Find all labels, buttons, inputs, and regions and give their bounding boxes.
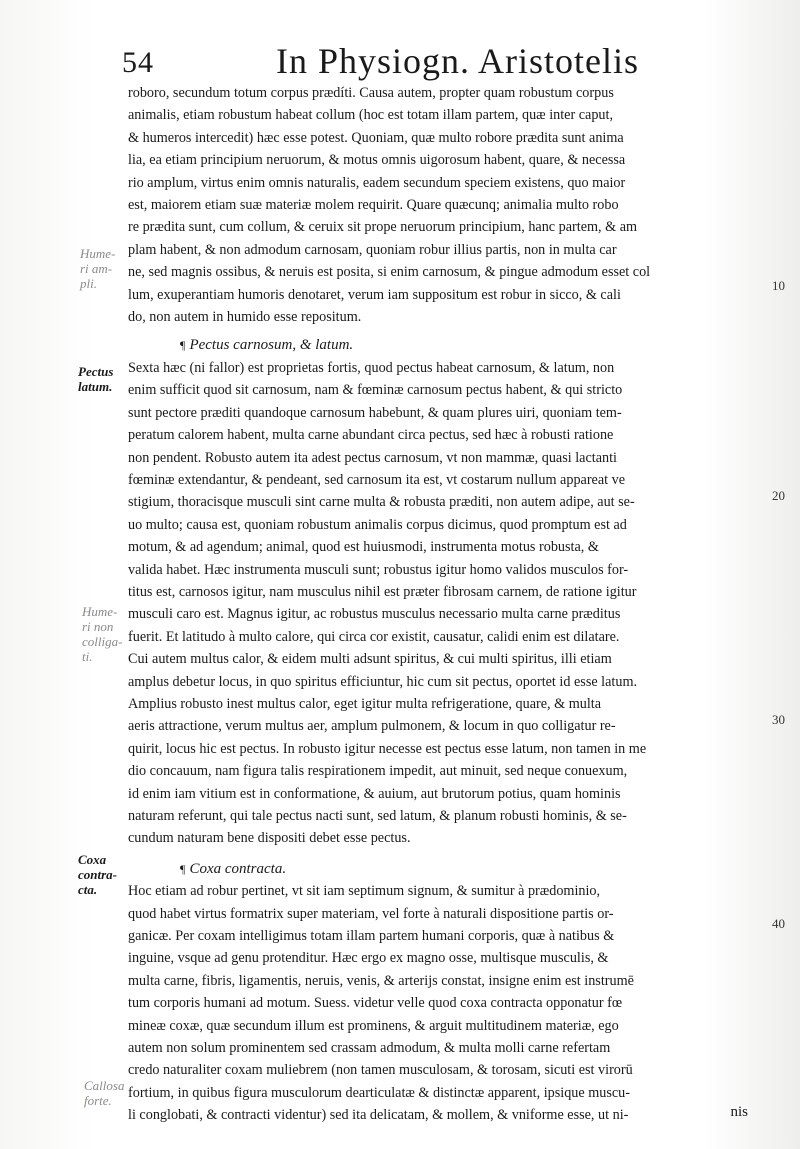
line-number-30: 30	[772, 712, 785, 727]
text-line: est, maiorem etiam suæ materiæ molem requirit. Quare quæcunq; animalia multo robo	[128, 197, 619, 214]
text-line: inguine, vsque ad genu protenditur. Hæc ergo ex magno osse, multisque musculis, &	[128, 950, 609, 967]
text-line: credo naturaliter coxam muliebrem (non tamen musculosam, & torosam, sicuti est virorū	[128, 1062, 633, 1079]
text-line: re prædita sunt, cum collum, & ceruix sit prope neruorum principium, hanc partem, & am	[128, 219, 638, 236]
text-line: non pendent. Robusto autem ita adest pectus carnosum, vt non mammæ, quasi lactanti	[128, 449, 617, 466]
line-number-40: 40	[772, 916, 785, 931]
text-line: dio concauum, nam figura talis respirationem impedit, aut minuit, sed neque conuexum,	[128, 763, 628, 780]
text-line: roboro, secundum totum corpus prædíti. Causa autem, propter quam robustum corpus	[128, 85, 614, 101]
text-line: aeris attractione, verum multus aer, amplum pulmonem, & locum in quo colligatur re-	[128, 718, 616, 735]
text-line: li conglobati, & contracti videntur) sed ita delicatam, & mollem, & vniforme esse, ut ni-	[128, 1107, 629, 1124]
text-line: sunt pectore præditi quandoque carnosum habebunt, & quam plures uiri, quoniam tem-	[128, 404, 622, 421]
text-line: animalis, etiam robustum habeat collum (hoc est totam illam partem, quæ inter caput,	[128, 107, 614, 124]
text-line: stigium, thoracisque musculi sint carne multa & robusta præditi, non autem adipe, aut se-	[128, 494, 635, 511]
margin-note-callosa: Callosa forte.	[84, 1078, 125, 1108]
text-line: Amplius robusto inest multus calor, eget igitur multa refrigeratione, quare, & multa	[128, 695, 602, 712]
text-line: amplus debetur locus, in quo spiritus efficiuntur, hic cum sit pectus, oportet id esse latum.	[128, 673, 638, 690]
text-line: motum, & ad agendum; animal, quod est huiusmodi, instrumenta motus robusta, &	[128, 539, 599, 556]
margin-note-coxa: Coxa contra- cta.	[78, 852, 117, 897]
text-line: plam habent, & non admodum carnosam, quoniam robur illius partis, non in multa car	[128, 241, 617, 258]
main-text-block	[128, 82, 764, 1127]
margin-note-humeri: Hume- ri am- pli.	[80, 246, 116, 291]
text-line: musculi caro est. Magnus igitur, ac robustus musculus necessario multa carne præditus	[128, 606, 621, 623]
text-line: Cui autem multus calor, & eidem multi adsunt spiritus, & cui multi spiritus, illi etiam	[128, 651, 612, 668]
text-line: uo multo; causa est, quoniam robustum animalis corpus dicimus, quod promptum est ad	[128, 516, 627, 533]
text-line: Hoc etiam ad robur pertinet, vt sit iam septimum signum, & sumitur à prædominio,	[128, 883, 601, 900]
section-heading-coxa	[128, 858, 764, 880]
catchword: nis	[730, 1104, 748, 1120]
line-number-10: 10	[772, 278, 785, 293]
text-line: ne, sed magnis ossibus, & neruis est posita, si enim carnosum, & pingue admodum esset col	[128, 264, 651, 281]
paragraph-mark: ¶	[180, 338, 186, 353]
text-line: enim sufficit quod sit carnosum, nam & fœminæ carnosum pectus habent, & qui stricto	[128, 382, 623, 399]
text-line: quirit, locus hic est pectus. In robusto igitur necesse est pectus esse latum, non tamen in me	[128, 740, 647, 757]
text-line: peratum calorem habent, multa carne abundant circa pectus, sed hæc à robusti ratione	[128, 427, 614, 444]
text-line: fœminæ extendantur, & pendeant, sed carnosum ita est, vt costarum nullum appareat ve	[128, 471, 626, 488]
text-line: titus est, carnosos igitur, nam musculus nihil est præter fibrosam carnem, de ratione igitur	[128, 583, 637, 600]
margin-note-humeri-colligati: Hume- ri non colliga- ti.	[82, 604, 123, 664]
text-line: valida habet. Hæc instrumenta musculi sunt; robustus igitur homo validos musculos for-	[128, 561, 629, 578]
text-line: do, non autem in humido esse repositum.	[128, 309, 362, 326]
text-line: fuerit. Et latitudo à multo calore, qui circa cor existit, causatur, calidi enim est dilatare.	[128, 628, 620, 645]
running-head: In Physiogn. Aristotelis	[276, 41, 640, 81]
text-line: ganicæ. Per coxam intelligimus totam illam partem humani corporis, quæ à natibus &	[128, 928, 615, 945]
section-heading-text: Pectus carnosum, & latum.	[189, 337, 354, 354]
margin-note-pectus: Pectus latum.	[78, 364, 114, 394]
text-line: rio amplum, virtus enim omnis naturalis, eadem secundum speciem existens, quo maior	[128, 174, 626, 191]
text-line: cundum naturam bene dispositi debet esse pectus.	[128, 830, 411, 847]
page-number: 54	[122, 46, 154, 79]
text-line: lum, exuperantiam humoris denotaret, verum iam suppositum est robur in sicco, & cali	[128, 286, 621, 303]
text-line: lia, ea etiam principium neruorum, & motus omnis uigorosum habent, quare, & necessa	[128, 152, 626, 169]
text-line: mineæ coxæ, quæ secundum illum est prominens, & arguit multitudinem materiæ, ego	[128, 1017, 619, 1034]
text-line: multa carne, fibris, ligamentis, neruis, venis, & arterijs constat, insigne enim est instrumē	[128, 972, 634, 989]
text-line: id enim iam vitium est in conformatione, & auium, aut brutorum potius, quam hominis	[128, 785, 621, 802]
text-line: Sexta hæc (ni fallor) est proprietas fortis, quod pectus habeat carnosum, & latum, non	[128, 359, 615, 376]
line-number-20: 20	[772, 488, 785, 503]
text-line: fortium, in quibus figura musculorum dearticulatæ & distinctæ apparent, ipsique muscu-	[128, 1084, 630, 1101]
text-line: naturam referunt, qui tale pectus nacti sunt, sed latum, & planum robusti hominis, & se-	[128, 808, 627, 824]
text-line: autem non solum prominentem sed crassam admodum, & multa molli carne refertam	[128, 1040, 611, 1057]
text-line: quod habet virtus formatrix super materiam, vel forte à naturali dispositione partis or-	[128, 905, 614, 922]
paragraph-mark: ¶	[180, 861, 186, 876]
section-heading-text: Coxa contracta.	[189, 860, 287, 877]
section-heading-pectus	[128, 334, 764, 356]
text-line: & humeros intercedit) hæc esse potest. Quoniam, quæ multo robore prædita sunt anima	[128, 129, 624, 146]
text-line: tum corporis humani ad motum. Suess. videtur velle quod coxa contracta opponatur fœ	[128, 995, 623, 1012]
